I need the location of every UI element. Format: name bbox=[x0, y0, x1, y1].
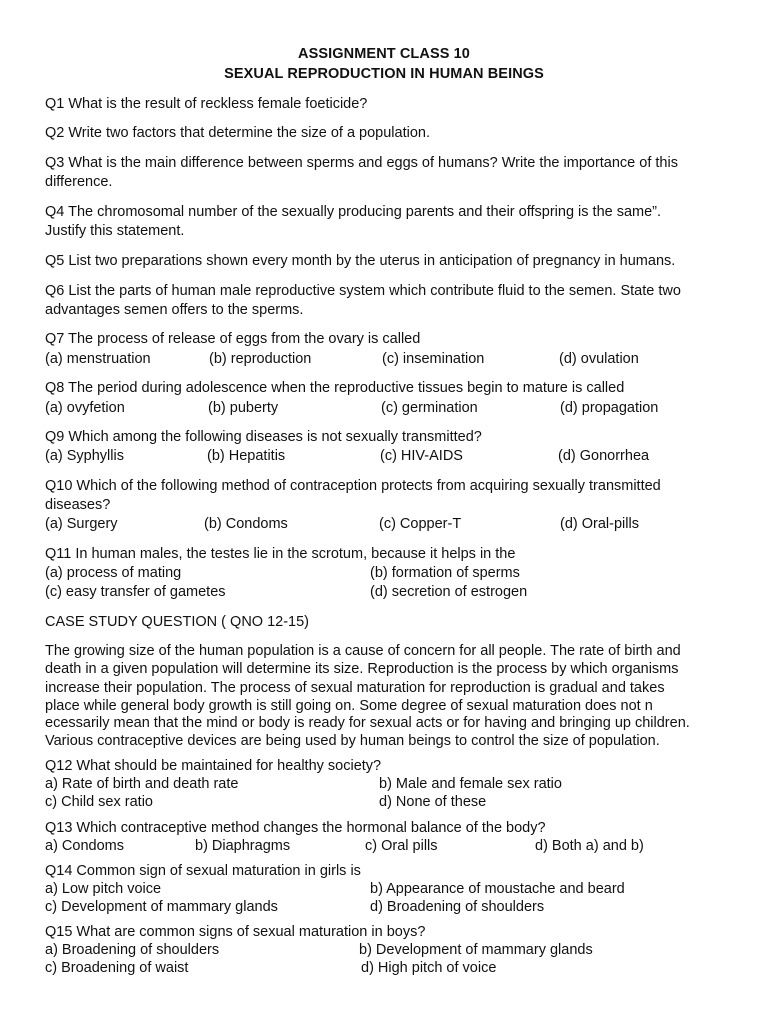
q11-option-a: (a) process of mating bbox=[45, 565, 182, 581]
q13-option-a: a) Condoms bbox=[45, 838, 124, 854]
question-10-line-1: Q10 Which of the following method of contraception protects from acquiring sexually transmitted bbox=[45, 478, 661, 494]
q13-option-d: d) Both a) and b) bbox=[535, 838, 644, 854]
question-3-line-1: Q3 What is the main difference between sperms and eggs of humans? Write the importance of this bbox=[45, 155, 678, 171]
assignment-title: ASSIGNMENT CLASS 10 bbox=[298, 46, 470, 62]
q15-option-d: d) High pitch of voice bbox=[361, 960, 497, 976]
case-study-heading: CASE STUDY QUESTION ( QNO 12-15) bbox=[45, 614, 310, 630]
question-1: Q1 What is the result of reckless female foeticide? bbox=[45, 96, 368, 112]
question-15: Q15 What are common signs of sexual maturation in boys? bbox=[45, 924, 426, 940]
q15-option-b: b) Development of mammary glands bbox=[359, 942, 593, 958]
q8-option-d: (d) propagation bbox=[560, 400, 659, 416]
question-4-line-2: Justify this statement. bbox=[45, 223, 185, 239]
q14-option-a: a) Low pitch voice bbox=[45, 881, 162, 897]
q9-option-b: (b) Hepatitis bbox=[207, 448, 286, 464]
question-8: Q8 The period during adolescence when the reproductive tissues begin to mature is called bbox=[45, 380, 625, 396]
q7-option-b: (b) reproduction bbox=[209, 351, 312, 367]
question-9: Q9 Which among the following diseases is not sexually transmitted? bbox=[45, 429, 482, 445]
passage-line-1: The growing size of the human population is a cause of concern for all people. The rate of birth and bbox=[45, 643, 681, 659]
question-7: Q7 The process of release of eggs from the ovary is called bbox=[45, 331, 421, 347]
question-14: Q14 Common sign of sexual maturation in girls is bbox=[45, 863, 361, 879]
q15-option-a: a) Broadening of shoulders bbox=[45, 942, 220, 958]
question-6-line-1: Q6 List the parts of human male reproductive system which contribute fluid to the semen. State two bbox=[45, 283, 681, 299]
question-10-line-2: diseases? bbox=[45, 497, 111, 513]
question-13: Q13 Which contraceptive method changes the hormonal balance of the body? bbox=[45, 820, 546, 836]
q12-option-c: c) Child sex ratio bbox=[45, 794, 153, 810]
passage-line-5: ecessarily mean that the mind or body is ready for sexual acts or for having and bringing up children. bbox=[45, 715, 690, 731]
q12-option-d: d) None of these bbox=[379, 794, 487, 810]
q14-option-d: d) Broadening of shoulders bbox=[370, 899, 545, 915]
passage-line-2: death in a given population will determine its size. Reproduction is the process by which organisms bbox=[45, 661, 679, 677]
q13-option-b: b) Diaphragms bbox=[195, 838, 291, 854]
q11-option-c: (c) easy transfer of gametes bbox=[45, 584, 226, 600]
question-4-line-1: Q4 The chromosomal number of the sexually producing parents and their offspring is the same”. bbox=[45, 204, 662, 220]
assignment-subtitle: SEXUAL REPRODUCTION IN HUMAN BEINGS bbox=[224, 66, 544, 82]
q9-option-c: (c) HIV-AIDS bbox=[380, 448, 463, 464]
q9-option-a: (a) Syphyllis bbox=[45, 448, 124, 464]
q8-option-a: (a) ovyfetion bbox=[45, 400, 125, 416]
question-2: Q2 Write two factors that determine the size of a population. bbox=[45, 125, 430, 141]
q10-option-a: (a) Surgery bbox=[45, 516, 118, 532]
q15-option-c: c) Broadening of waist bbox=[45, 960, 189, 976]
q13-option-c: c) Oral pills bbox=[365, 838, 438, 854]
q9-option-d: (d) Gonorrhea bbox=[558, 448, 650, 464]
q11-option-b: (b) formation of sperms bbox=[370, 565, 520, 581]
question-12: Q12 What should be maintained for healthy society? bbox=[45, 758, 382, 774]
passage-line-3: increase their population. The process of sexual maturation for reproduction is gradual and takes bbox=[45, 680, 665, 696]
question-5: Q5 List two preparations shown every month by the uterus in anticipation of pregnancy in humans. bbox=[45, 253, 676, 269]
q7-option-d: (d) ovulation bbox=[559, 351, 639, 367]
q8-option-b: (b) puberty bbox=[208, 400, 279, 416]
q7-option-a: (a) menstruation bbox=[45, 351, 151, 367]
q8-option-c: (c) germination bbox=[381, 400, 478, 416]
q14-option-c: c) Development of mammary glands bbox=[45, 899, 278, 915]
q10-option-d: (d) Oral-pills bbox=[560, 516, 639, 532]
question-11: Q11 In human males, the testes lie in the scrotum, because it helps in the bbox=[45, 546, 516, 562]
question-6-line-2: advantages semen offers to the sperms. bbox=[45, 302, 304, 318]
q7-option-c: (c) insemination bbox=[382, 351, 485, 367]
question-3-line-2: difference. bbox=[45, 174, 113, 190]
passage-line-4: place while general body growth is still going on. Some degree of sexual maturation does not n bbox=[45, 698, 653, 714]
passage-line-6: Various contraceptive devices are being used by human beings to control the size of population. bbox=[45, 733, 660, 749]
q11-option-d: (d) secretion of estrogen bbox=[370, 584, 528, 600]
q10-option-b: (b) Condoms bbox=[204, 516, 288, 532]
q14-option-b: b) Appearance of moustache and beard bbox=[370, 881, 625, 897]
q12-option-b: b) Male and female sex ratio bbox=[379, 776, 562, 792]
q10-option-c: (c) Copper-T bbox=[379, 516, 462, 532]
q12-option-a: a) Rate of birth and death rate bbox=[45, 776, 239, 792]
